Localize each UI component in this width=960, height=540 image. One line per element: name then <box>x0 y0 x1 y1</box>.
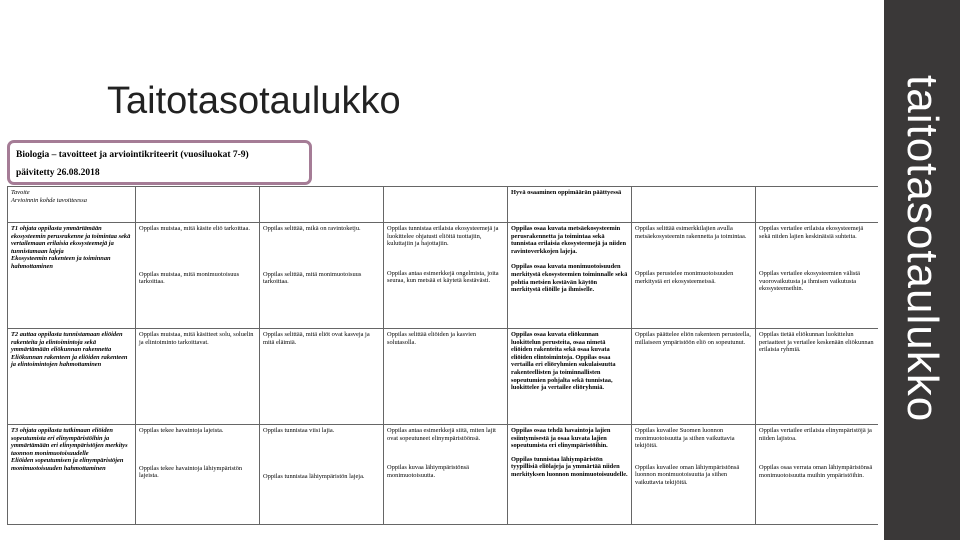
table-cell <box>136 187 260 223</box>
cell-text: Oppilas tekee havaintoja lähiympäristön lajeista. <box>139 464 243 480</box>
table-cell: Oppilas selittää, mitä eliöt ovat kasveja ja mitä eläimiä. <box>260 329 384 425</box>
table-row <box>8 425 879 525</box>
table-cell <box>384 425 508 525</box>
table-cell <box>136 425 260 525</box>
table-cell <box>136 223 260 329</box>
table-cell: Oppilas muistaa, mitä käsitteet solu, soluelin ja elintoiminto tarkoittavat. <box>136 329 260 425</box>
table-cell <box>756 425 879 525</box>
table-cell <box>632 425 756 525</box>
cell-text: Oppilas tunnistaa erilaisia ekosysteemejä ja luokittelee ohjatusti eliöitä tuottajiin, kuluttajiin ja hajottajiin. <box>387 225 499 248</box>
document-heading: Biologia – tavoitteet ja arviointikriteerit (vuosiluokat 7-9) <box>16 150 249 160</box>
table-cell <box>508 223 632 329</box>
cell-text: Oppilas tunnistaa lähiympäristön tyypillisiä eliölajeja ja ymmärtää niiden merkityksen luonnon monimuotoisuudelle. <box>511 455 628 478</box>
table-cell <box>260 187 384 223</box>
table-cell <box>384 187 508 223</box>
table-cell: Oppilas päättelee eliön rakenteen perusteella, millaiseen ympäristöön eliö on sopeutunut. <box>632 329 756 425</box>
document-heading-box <box>7 140 312 185</box>
cell-text: Oppilas vertailee ekosysteemien välistä vuorovaikutusta ja ihmisen vaikutusta ekosysteemeihin. <box>759 270 860 293</box>
cell-text: Oppilas osaa kuvata metsäekosysteemin perusrakennetta ja toimintaa sekä tunnistaa erilaisia ekosysteemejä ja niiden ravintoverkkojen lajeja. <box>511 225 627 255</box>
cell-text: Oppilas selittää esimerkkilajien avulla metsäekosysteemin rakennetta ja toimintaa. <box>635 225 747 240</box>
table-cell <box>260 223 384 329</box>
table-cell: Oppilas osaa kuvata eliökunnan luokittelun perusteita, osaa nimetä eliöiden rakenteita sekä osaa kuvata eliöiden elintoimintoja. Oppilas osaa vertailla eri eliöryhmien sukulaisuutta rakenteellisten ja toiminnallisten sopeutumien pohjalta sekä tunnistaa, luokittelee ja vertailee eliöryhmiä. <box>508 329 632 425</box>
cell-text: Oppilas selittää, mitä monimuotoisuus tarkoittaa. <box>263 270 362 286</box>
table-cell: Hyvä osaaminen oppimäärän päättyessä <box>508 187 632 223</box>
slide-title: Taitotasotaulukko <box>107 80 401 122</box>
table-cell: Oppilas tietää eliökunnan luokittelun periaatteet ja vertailee keskenään eliökunnan erilaisia ryhmiä. <box>756 329 879 425</box>
cell-text: Oppilas antaa esimerkkejä siitä, miten lajit ovat sopeutuneet elinympäristöönsä. <box>387 427 496 442</box>
cell-text: Oppilas kuvailee Suomen luonnon monimuotoisuutta ja siihen vaikuttavia tekijöitä. <box>635 427 735 450</box>
cell-text: Oppilas tunnistaa viisi lajia. <box>263 427 335 434</box>
cell-text: Oppilas vertailee erilaisia elinympäristöjä ja niiden lajistoa. <box>759 427 872 442</box>
cell-text: Oppilas perustelee monimuotoisuuden merkitystä eri ekosysteemeissä. <box>635 270 734 285</box>
sidebar-label: taitotasotaulukko <box>898 75 947 423</box>
document-image <box>7 140 878 525</box>
table-row <box>8 223 879 329</box>
cell-text: Oppilas muistaa, mitä käsite eliö tarkoittaa. <box>139 225 250 232</box>
cell-text: Oppilas osaa kuvata monimuotoisuuden merkitystä ekosysteemien toiminnalle sekä pohtia metsien kestävän käytön merkitystä eliöille ja ihmiselle. <box>511 263 628 294</box>
goal-cell: T3 ohjata oppilasta tutkimaan eliöiden sopeutumista eri elinympäristöihin ja ymmärtämään eri elinympäristöjen merkitys taonnon monimuotoisuudelle Eliöiden sopeutumisen ja elinympäristöjen monimuotoisuuden hahmottaminen <box>8 425 136 525</box>
cell-text: Oppilas muistaa, mitä monimuotoisuus tarkoittaa. <box>139 270 240 286</box>
cell-text: Oppilas kuvailee oman lähiympäristönsä luonnon monimuotoisuutta ja siihen vaikuttavia tekijöitä. <box>635 463 740 486</box>
goal-cell: T2 auttaa oppilasta tunnistamaan eliöiden rakenteita ja elintoimintoja sekä ymmärtämään eliökunnan rakennetta Eliökunnan rakenteen ja eliöiden rakenteen ja elintoimintojen hahmottaminen <box>8 329 136 425</box>
table-cell <box>260 425 384 525</box>
table-row <box>8 329 879 425</box>
cell-text: Oppilas kuvaa lähiympäristönsä monimuotoisuutta. <box>387 464 469 479</box>
criteria-table <box>7 186 878 525</box>
cell-text: Oppilas selittää, mikä on ravintoketju. <box>263 225 361 232</box>
cell-text: Oppilas osaa verrata oman lähiympäristönsä monimuotoisuutta muihin ympäristöihin. <box>759 464 873 479</box>
cell-text: Oppilas antaa esimerkkejä ongelmista, joita seuraa, kun metsää ei käytetä kestävästi. <box>387 269 499 285</box>
table-cell <box>632 187 756 223</box>
document-updated: päivitetty 26.08.2018 <box>16 168 100 178</box>
cell-text: Oppilas tekee havaintoja lajeista. <box>139 427 224 434</box>
table-cell <box>632 223 756 329</box>
cell-text: Oppilas tunnistaa lähiympäristön lajeja. <box>263 472 365 480</box>
table-cell <box>756 223 879 329</box>
table-cell: Tavoite Arvioinnin kohde tavoitteessa <box>8 187 136 223</box>
table-cell <box>508 425 632 525</box>
cell-text: Oppilas vertailee erilaisia ekosysteemejä sekä niiden lajien keskinäisiä suhteita. <box>759 225 864 240</box>
goal-cell: T1 ohjata oppilasta ymmärtämään ekosysteemin perusrakenne ja toimintaa sekä vertailemaan erilaisia ekosysteemejä ja tunnistamaan lajeja Ekosysteemin rakenteen ja toiminnan hahmottaminen <box>8 223 136 329</box>
table-cell <box>384 223 508 329</box>
table-cell <box>756 187 879 223</box>
table-cell: Oppilas selittää eliöiden ja kasvien solutasolla. <box>384 329 508 425</box>
cell-text: Oppilas osaa tehdä havaintoja lajien esiintymisestä ja osaa kuvata lajien sopeutumista eri elinympäristöihin. <box>511 427 611 450</box>
table-header-row <box>8 187 879 223</box>
